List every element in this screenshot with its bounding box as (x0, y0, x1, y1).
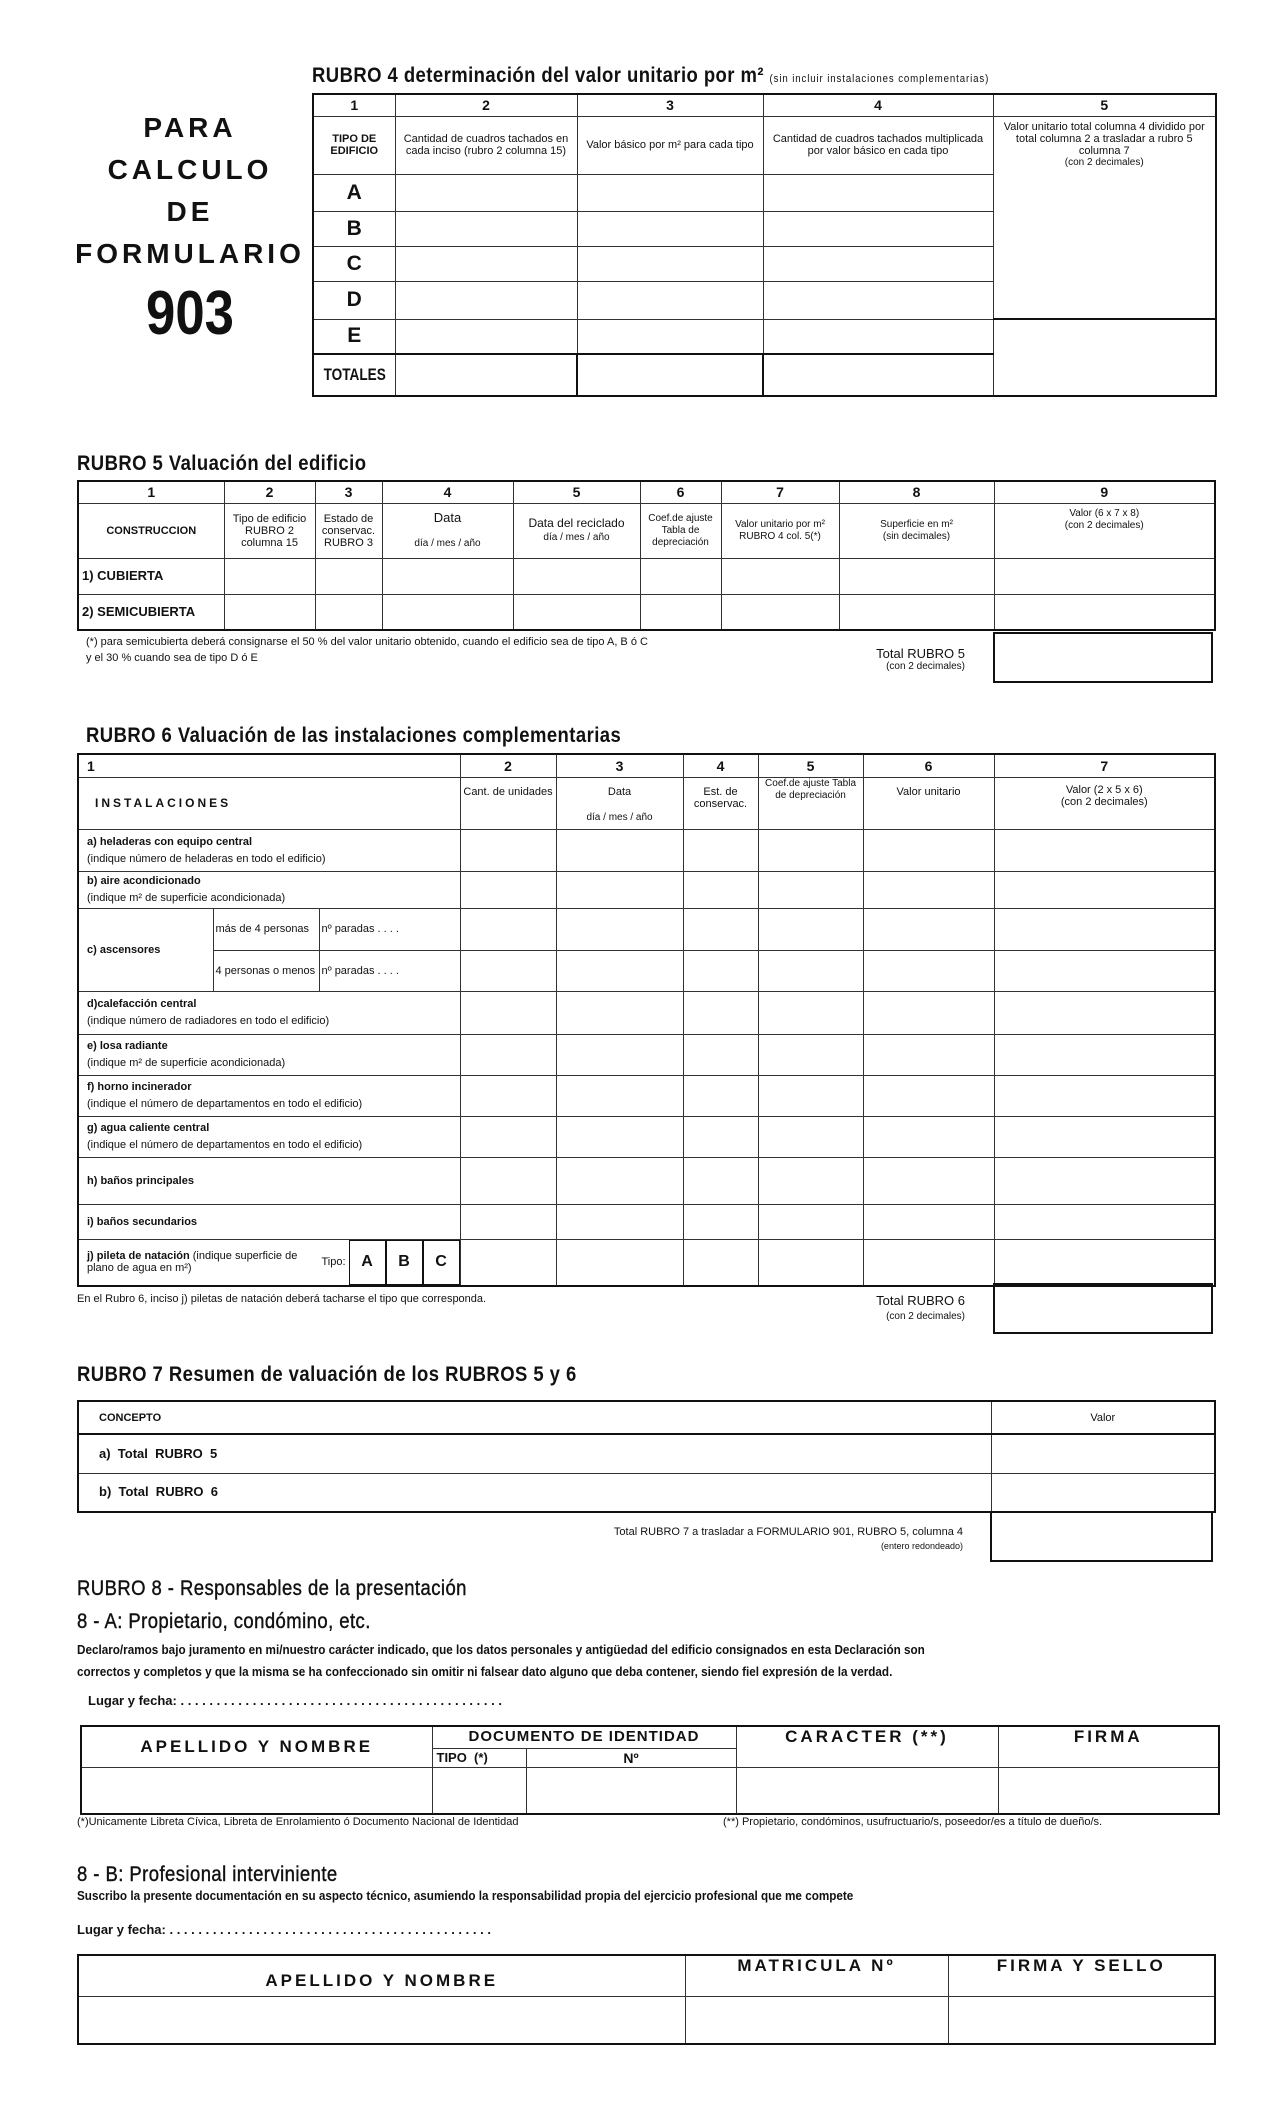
input-cell[interactable] (395, 174, 577, 211)
rubro8a-table (80, 1725, 1220, 1815)
input-cell[interactable] (763, 174, 993, 211)
input-cell[interactable] (432, 1767, 526, 1814)
header-tipo: TIPO DE EDIFICIO (313, 116, 395, 174)
input-cell[interactable] (460, 908, 556, 950)
rubro5-title: RUBRO 5 Valuación del edificio (77, 452, 367, 475)
input-cell[interactable] (994, 1157, 1215, 1204)
col-number: 4 (763, 94, 993, 116)
header-firma-sello: FIRMA Y SELLO (948, 1955, 1215, 1996)
rubro4-table (312, 93, 1217, 397)
input-cell[interactable] (683, 1034, 758, 1075)
input-cell[interactable] (763, 246, 993, 281)
input-cell[interactable] (683, 829, 758, 871)
input-cell[interactable] (683, 991, 758, 1034)
installation-hint: (indique m² de superficie acondicionada) (87, 892, 286, 904)
input-cell[interactable] (224, 558, 315, 594)
rubro5-table (77, 480, 1216, 631)
input-cell[interactable] (683, 908, 758, 950)
header-superficie: Superficie en m² (sin decimales) (839, 503, 994, 558)
header-estado: Estado de conservac. RUBRO 3 (315, 503, 382, 558)
col-number: 5 (758, 754, 863, 777)
col-number: 7 (994, 754, 1215, 777)
rubro8a-text: Declaro/ramos bajo juramento en mi/nuestro carácter indicado, que los datos personales y antigüedad del edificio consignados en esta Declaración son (77, 1642, 925, 1657)
input-cell[interactable] (460, 1239, 556, 1286)
paradas-field[interactable]: nº paradas . . . . (319, 950, 460, 991)
input-cell[interactable] (863, 1116, 994, 1157)
input-cell[interactable] (460, 1157, 556, 1204)
input-cell[interactable] (460, 950, 556, 991)
input-cell[interactable] (395, 246, 577, 281)
input-cell[interactable] (556, 991, 683, 1034)
row-label: B (313, 211, 395, 246)
input-cell[interactable] (736, 1767, 998, 1814)
input-cell[interactable] (721, 594, 839, 630)
input-cell[interactable] (513, 594, 640, 630)
input-cell[interactable] (640, 558, 721, 594)
installation-name: d)calefacción central (87, 998, 197, 1010)
input-cell[interactable] (556, 1116, 683, 1157)
row-label: E (313, 319, 395, 354)
input-cell[interactable] (577, 174, 763, 211)
input-cell[interactable] (863, 1204, 994, 1239)
input-cell[interactable] (460, 871, 556, 908)
input-cell[interactable] (382, 594, 513, 630)
input-cell[interactable] (991, 1434, 1215, 1473)
totals-label: TOTALES (321, 354, 387, 396)
header-numero: Nº (526, 1748, 736, 1767)
input-cell[interactable] (81, 1767, 432, 1814)
input-cell[interactable] (758, 1034, 863, 1075)
title-de: DE (166, 196, 214, 227)
col-number: 5 (993, 94, 1216, 116)
col-number: 1 (78, 754, 460, 777)
form-number: 903 (146, 279, 234, 348)
total-rubro5-label: Total RUBRO 5 (con 2 decimales) (876, 646, 965, 672)
installation-hint: (indique m² de superficie acondicionada) (87, 1057, 286, 1069)
header-multiplicada: Cantidad de cuadros tachados multiplicada por valor básico en cada tipo (763, 116, 993, 174)
input-cell[interactable] (758, 991, 863, 1034)
input-cell[interactable] (556, 1239, 683, 1286)
input-cell[interactable] (758, 871, 863, 908)
input-cell[interactable] (526, 1767, 736, 1814)
rubro5-footnote-2: y el 30 % cuando sea de tipo D ó E (86, 652, 258, 664)
lugar-fecha-b[interactable]: Lugar y fecha: . . . . . . . . . . . . . . . . . . . . . . . . . . . . . . . . . . . . . . . . . . . . . (77, 1922, 491, 1937)
input-cell[interactable] (556, 950, 683, 991)
row-total-rubro5: a) Total RUBRO 5 (78, 1434, 991, 1473)
col-number: 6 (863, 754, 994, 777)
header-data: Data día / mes / año (556, 777, 683, 829)
input-cell[interactable] (577, 319, 763, 354)
header-concepto: CONCEPTO (78, 1401, 991, 1434)
input-cell[interactable] (315, 558, 382, 594)
row-label (78, 1204, 460, 1239)
input-cell[interactable] (640, 594, 721, 630)
installation-name: a) heladeras con equipo central (87, 835, 253, 848)
header-valor-unitario: Valor unitario (863, 777, 994, 829)
header-valor: Valor (991, 1401, 1215, 1434)
input-cell[interactable] (556, 1075, 683, 1116)
row-label: C (313, 246, 395, 281)
header-coef: Coef.de ajuste Tabla de depreciación (758, 777, 863, 829)
input-cell[interactable] (998, 1767, 1219, 1814)
installation-name: i) baños secundarios (87, 1215, 198, 1228)
input-cell[interactable] (994, 1239, 1215, 1286)
input-cell[interactable] (994, 950, 1215, 991)
valor-unitario-result[interactable] (993, 319, 1216, 396)
input-cell[interactable] (994, 594, 1215, 630)
rubro7-table (77, 1400, 1216, 1513)
row-label (78, 1075, 460, 1116)
input-cell[interactable] (460, 991, 556, 1034)
rubro8a-text-2: correctos y completos y que la misma se ha confeccionado sin omitir ni falsear dato alguno que deba contener, siendo fiel expresión de la verdad. (77, 1664, 893, 1679)
input-cell[interactable] (763, 281, 993, 319)
total-rubro7-input[interactable] (990, 1511, 1213, 1562)
row-label: D (313, 281, 395, 319)
input-cell[interactable] (763, 319, 993, 354)
installation-hint: (indique el número de departamentos en todo el edificio) (87, 1139, 363, 1151)
lugar-fecha-a[interactable]: Lugar y fecha: . . . . . . . . . . . . . . . . . . . . . . . . . . . . . . . . . . . . . . . . . . . . . (88, 1693, 502, 1708)
input-cell[interactable] (460, 829, 556, 871)
input-cell[interactable] (863, 950, 994, 991)
title-formulario: FORMULARIO (75, 238, 305, 269)
input-cell[interactable] (683, 871, 758, 908)
total-col2[interactable] (395, 354, 577, 396)
installation-name: f) horno incinerador (87, 1081, 192, 1093)
input-cell[interactable] (863, 1239, 994, 1286)
input-cell[interactable] (460, 1116, 556, 1157)
col-number: 2 (460, 754, 556, 777)
total-rubro6-input[interactable] (993, 1283, 1213, 1334)
header-valor-unitario: Valor unitario por m² RUBRO 4 col. 5(*) (721, 503, 839, 558)
total-col4[interactable] (763, 354, 993, 396)
rubro8a-footnote-2: (**) Propietario, condóminos, usufructuario/s, poseedor/es a título de dueño/s. (723, 1816, 1103, 1828)
input-cell[interactable] (991, 1473, 1215, 1512)
input-cell[interactable] (839, 594, 994, 630)
rubro6-title: RUBRO 6 Valuación de las instalaciones complementarias (86, 724, 622, 747)
input-cell[interactable] (758, 829, 863, 871)
input-cell[interactable] (556, 1157, 683, 1204)
ascensores-opt2: 4 personas o menos (213, 950, 319, 991)
rubro8a-footnote-1: (*)Unicamente Libreta Cívica, Libreta de Enrolamiento ó Documento Nacional de Identidad (77, 1816, 519, 1828)
header-caracter: CARACTER (**) (736, 1726, 998, 1767)
input-cell[interactable] (683, 1239, 758, 1286)
input-cell[interactable] (994, 1075, 1215, 1116)
title-para: PARA (143, 112, 237, 143)
total-rubro7-label: Total RUBRO 7 a trasladar a FORMULARIO 901, RUBRO 5, columna 4 (entero redondeado) (613, 1526, 963, 1551)
col-number: 7 (721, 481, 839, 503)
rubro8b-text: Suscribo la presente documentación en su aspecto técnico, asumiendo la responsabilidad propia del ejercicio profesional que me compete (77, 1888, 854, 1903)
input-cell[interactable] (683, 1075, 758, 1116)
row-ascensores: c) ascensores (78, 908, 213, 991)
input-cell[interactable] (863, 1157, 994, 1204)
col-number: 4 (683, 754, 758, 777)
installation-name: g) agua caliente central (87, 1122, 210, 1134)
row-label (78, 1157, 460, 1204)
input-cell[interactable] (460, 1034, 556, 1075)
col-number: 4 (382, 481, 513, 503)
pileta-tipo-c[interactable]: C (423, 1240, 460, 1285)
input-cell[interactable] (994, 991, 1215, 1034)
row-label (78, 1116, 460, 1157)
col-number: 5 (513, 481, 640, 503)
input-cell[interactable] (758, 1239, 863, 1286)
header-cantidad: Cantidad de cuadros tachados en cada inciso (rubro 2 columna 15) (395, 116, 577, 174)
input-cell[interactable] (863, 991, 994, 1034)
input-cell[interactable] (683, 1204, 758, 1239)
input-cell[interactable] (721, 558, 839, 594)
input-cell[interactable] (224, 594, 315, 630)
row-total-rubro6: b) Total RUBRO 6 (78, 1473, 991, 1512)
col-number: 3 (577, 94, 763, 116)
input-cell[interactable] (994, 1204, 1215, 1239)
header-instalaciones: INSTALACIONES (78, 777, 460, 829)
rubro8a-title: 8 - A: Propietario, condómino, etc. (77, 1610, 371, 1633)
installation-name: b) aire acondicionado (87, 875, 201, 887)
rubro8b-title: 8 - B: Profesional interviniente (77, 1863, 338, 1886)
input-cell[interactable] (758, 950, 863, 991)
col-number: 3 (556, 754, 683, 777)
rubro5-footnote: (*) para semicubierta deberá consignarse el 50 % del valor unitario obtenido, cuando el edificio sea de tipo A, B ó C (86, 636, 648, 648)
input-cell[interactable] (556, 871, 683, 908)
input-cell[interactable] (758, 1204, 863, 1239)
header-construccion: CONSTRUCCION (78, 503, 224, 558)
gap (577, 354, 763, 396)
header-data: Data día / mes / año (382, 503, 513, 558)
header-valor: Valor (6 x 7 x 8) (con 2 decimales) (994, 503, 1215, 558)
col-number: 2 (224, 481, 315, 503)
input-cell[interactable] (315, 594, 382, 630)
rubro6-footnote: En el Rubro 6, inciso j) piletas de natación deberá tacharse el tipo que corresponda. (77, 1293, 487, 1305)
input-cell[interactable] (863, 871, 994, 908)
pileta-tipo-a[interactable]: A (349, 1240, 386, 1285)
input-cell[interactable] (683, 1157, 758, 1204)
col-number: 6 (640, 481, 721, 503)
row-pileta: j) pileta de natación (indique superficie de plano de agua en m²) Tipo: A B C (78, 1239, 460, 1286)
input-cell[interactable] (556, 908, 683, 950)
header-documento: DOCUMENTO DE IDENTIDAD (432, 1726, 736, 1748)
input-cell[interactable] (683, 950, 758, 991)
input-cell[interactable] (994, 558, 1215, 594)
input-cell[interactable] (758, 1075, 863, 1116)
rubro7-title: RUBRO 7 Resumen de valuación de los RUBROS 5 y 6 (77, 1363, 577, 1386)
input-cell[interactable] (863, 1034, 994, 1075)
input-cell[interactable] (460, 1075, 556, 1116)
input-cell[interactable] (577, 211, 763, 246)
row-label (78, 1034, 460, 1075)
input-cell[interactable] (863, 829, 994, 871)
input-cell[interactable] (513, 558, 640, 594)
input-cell[interactable] (395, 281, 577, 319)
input-cell[interactable] (758, 908, 863, 950)
input-cell[interactable] (758, 1157, 863, 1204)
installation-hint: (indique el número de departamentos en todo el edificio) (87, 1098, 363, 1110)
ascensores-opt1: más de 4 personas (213, 908, 319, 950)
header-valor-unitario: Valor unitario total columna 4 dividido por total columna 2 a trasladar a rubro 5 columna 7 (con 2 decimales) (993, 116, 1216, 319)
paradas-field[interactable]: nº paradas . . . . (319, 908, 460, 950)
header-estado: Est. de conservac. (683, 777, 758, 829)
total-rubro6-label: Total RUBRO 6 (con 2 decimales) (876, 1293, 965, 1322)
input-cell[interactable] (460, 1204, 556, 1239)
col-number: 2 (395, 94, 577, 116)
rubro6-table (77, 753, 1216, 1287)
input-cell[interactable] (382, 558, 513, 594)
input-cell[interactable] (685, 1996, 948, 2044)
input-cell[interactable] (994, 1116, 1215, 1157)
row-cubierta: 1) CUBIERTA (78, 558, 224, 594)
input-cell[interactable] (556, 1204, 683, 1239)
pileta-tipo-b[interactable]: B (386, 1240, 423, 1285)
installation-hint: (indique número de radiadores en todo el edificio) (87, 1015, 330, 1027)
row-label: A (313, 174, 395, 211)
header-valor-basico: Valor básico por m² para cada tipo (577, 116, 763, 174)
input-cell[interactable] (839, 558, 994, 594)
col-number: 9 (994, 481, 1215, 503)
header-apellido: APELLIDO Y NOMBRE (78, 1955, 685, 1996)
input-cell[interactable] (763, 211, 993, 246)
input-cell[interactable] (395, 211, 577, 246)
header-tipo: TIPO (*) (432, 1748, 526, 1767)
input-cell[interactable] (577, 246, 763, 281)
header-cant: Cant. de unidades (460, 777, 556, 829)
input-cell[interactable] (863, 1075, 994, 1116)
installation-hint: (indique número de heladeras en todo el edificio) (87, 852, 326, 865)
row-semicubierta: 2) SEMICUBIERTA (78, 594, 224, 630)
input-cell[interactable] (863, 908, 994, 950)
input-cell[interactable] (556, 1034, 683, 1075)
row-label (78, 991, 460, 1034)
rubro4-title: RUBRO 4 determinación del valor unitario por m² (sin incluir instalaciones complementarias) (312, 64, 990, 87)
input-cell[interactable] (994, 829, 1215, 871)
input-cell[interactable] (948, 1996, 1215, 2044)
rubro8b-table (77, 1954, 1216, 2045)
header-coef: Coef.de ajuste Tabla de depreciación (640, 503, 721, 558)
input-cell[interactable] (683, 1116, 758, 1157)
row-label (78, 829, 460, 871)
header-apellido: APELLIDO Y NOMBRE (81, 1726, 432, 1767)
header-firma: FIRMA (998, 1726, 1219, 1767)
input-cell[interactable] (758, 1116, 863, 1157)
header-matricula: MATRICULA Nº (685, 1955, 948, 1996)
input-cell[interactable] (395, 319, 577, 354)
header-valor: Valor (2 x 5 x 6) (con 2 decimales) (994, 777, 1215, 829)
tipo-label: Tipo: (321, 1256, 346, 1268)
input-cell[interactable] (577, 281, 763, 319)
total-rubro5-input[interactable] (993, 632, 1213, 683)
col-number: 8 (839, 481, 994, 503)
input-cell[interactable] (994, 908, 1215, 950)
col-number: 3 (315, 481, 382, 503)
header-data-reciclado: Data del reciclado día / mes / año (513, 503, 640, 558)
input-cell[interactable] (994, 1034, 1215, 1075)
title-calculo: CALCULO (107, 154, 273, 185)
header-tipo: Tipo de edificio RUBRO 2 columna 15 (224, 503, 315, 558)
row-label (78, 871, 460, 908)
input-cell[interactable] (78, 1996, 685, 2044)
installation-name: h) baños principales (87, 1174, 194, 1187)
input-cell[interactable] (994, 871, 1215, 908)
col-number: 1 (313, 94, 395, 116)
col-number: 1 (78, 481, 224, 503)
rubro8-title: RUBRO 8 - Responsables de la presentación (77, 1577, 467, 1600)
input-cell[interactable] (556, 829, 683, 871)
installation-name: e) losa radiante (87, 1040, 168, 1052)
